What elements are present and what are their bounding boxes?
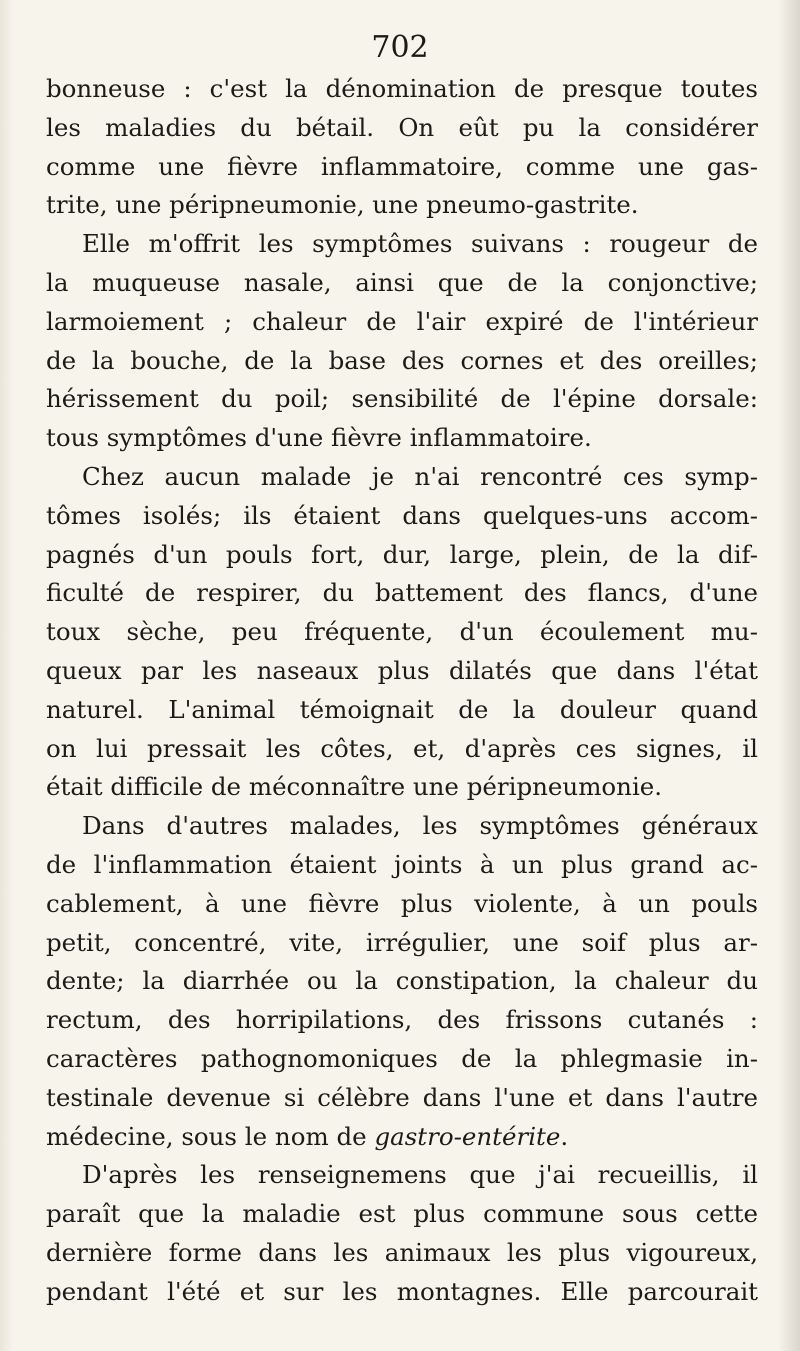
text-line: tous symptômes d'une fièvre inflammatoire. bbox=[46, 423, 592, 453]
text-line: de l'inflammation étaient joints à un plus grand ac- bbox=[46, 849, 758, 879]
text-line: était difficile de méconnaître une péripneumonie. bbox=[46, 772, 663, 802]
text-line: bonneuse : c'est la dénomination de presque toutes bbox=[46, 74, 758, 103]
text-line: on lui pressait les côtes, et, d'après ces signes, il bbox=[46, 733, 758, 763]
body-text bbox=[46, 70, 758, 1312]
text-line bbox=[46, 1118, 758, 1157]
text-line-segment: médecine, sous le nom de bbox=[46, 1121, 375, 1151]
text-line: dernière forme dans les animaux les plus vigoureux, bbox=[46, 1237, 758, 1267]
text-line: ficulté de respirer, du battement des flancs, d'une bbox=[46, 578, 758, 608]
text-line: de la bouche, de la base des cornes et des oreilles; bbox=[46, 345, 758, 375]
text-line: petit, concentré, vite, irrégulier, une soif plus ar- bbox=[46, 927, 758, 957]
text-line: hérissement du poil; sensibilité de l'épine dorsale: bbox=[46, 384, 758, 414]
page-number: 702 bbox=[371, 30, 429, 65]
text-line: testinale devenue si célèbre dans l'une et dans l'autre bbox=[46, 1082, 758, 1112]
text-line: trite, une péripneumonie, une pneumo-gastrite. bbox=[46, 190, 639, 220]
text-line: comme une fièvre inflammatoire, comme une gas- bbox=[46, 151, 758, 181]
text-line: larmoiement ; chaleur de l'air expiré de l'intérieur bbox=[46, 306, 758, 336]
text-line: caractères pathognomoniques de la phlegmasie in- bbox=[46, 1043, 758, 1073]
text-line-segment: . bbox=[560, 1121, 569, 1151]
italic-term: gastro-entérite bbox=[374, 1121, 561, 1151]
text-line: tômes isolés; ils étaient dans quelques-uns accom- bbox=[46, 500, 758, 530]
text-line: rectum, des horripilations, des frissons cutanés : bbox=[46, 1005, 758, 1035]
text-line: queux par les naseaux plus dilatés que dans l'état bbox=[46, 655, 758, 685]
text-line: Chez aucun malade je n'ai rencontré ces symp- bbox=[82, 461, 758, 491]
text-line: Dans d'autres malades, les symptômes généraux bbox=[82, 811, 758, 841]
text-line: la muqueuse nasale, ainsi que de la conjonctive; bbox=[46, 267, 758, 297]
text-line: pendant l'été et sur les montagnes. Elle parcourait bbox=[46, 1276, 758, 1306]
text-line: dente; la diarrhée ou la constipation, la chaleur du bbox=[46, 966, 758, 996]
text-line: pagnés d'un pouls fort, dur, large, plein, de la dif- bbox=[46, 539, 758, 569]
text-line: les maladies du bétail. On eût pu la considérer bbox=[46, 112, 758, 142]
text-line: cablement, à une fièvre plus violente, à un pouls bbox=[46, 888, 758, 918]
text-line: D'après les renseignemens que j'ai recueillis, il bbox=[82, 1160, 758, 1190]
text-line: toux sèche, peu fréquente, d'un écoulement mu- bbox=[46, 617, 758, 647]
text-line: naturel. L'animal témoignait de la douleur quand bbox=[46, 694, 758, 724]
text-line: paraît que la maladie est plus commune sous cette bbox=[46, 1199, 758, 1229]
text-line: Elle m'offrit les symptômes suivans : rougeur de bbox=[82, 229, 758, 259]
